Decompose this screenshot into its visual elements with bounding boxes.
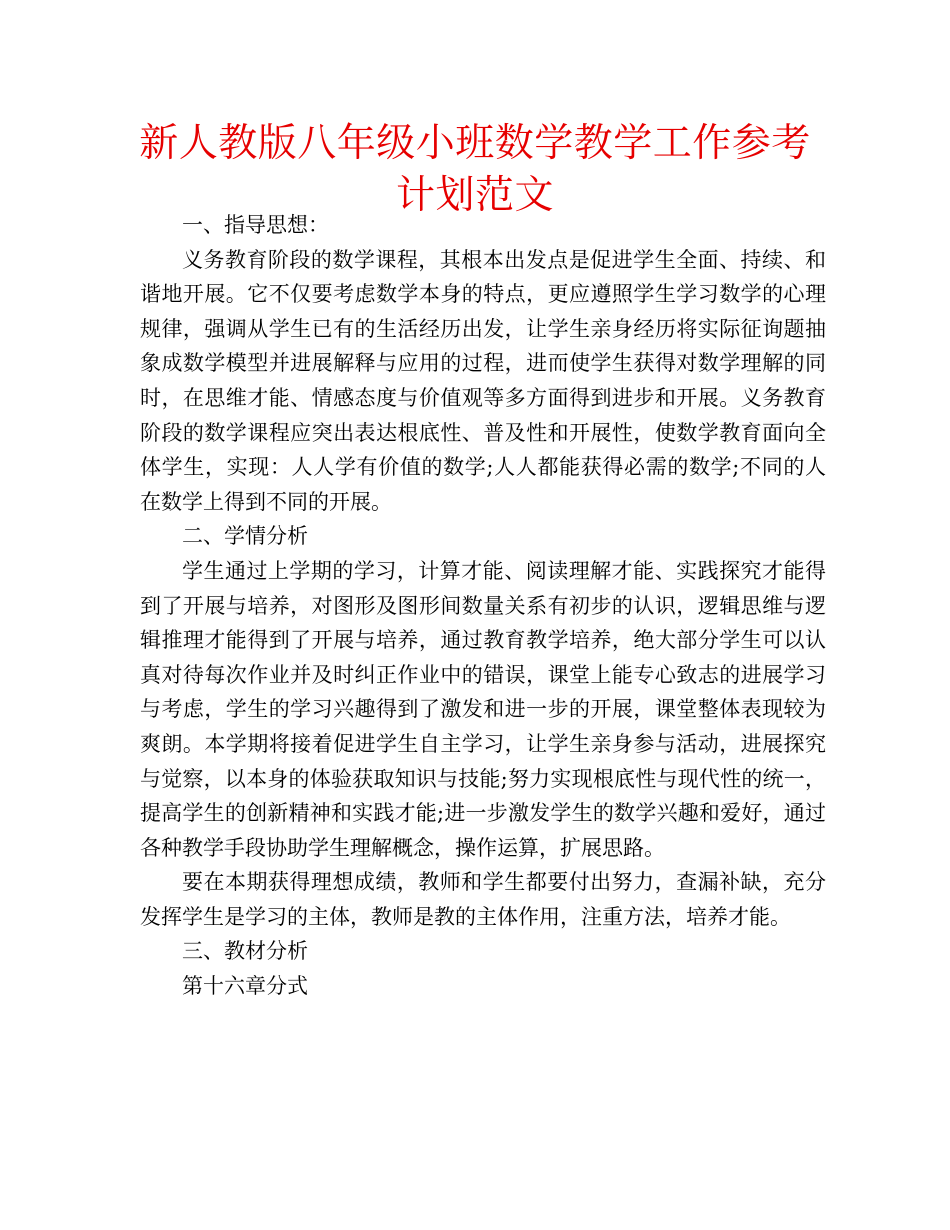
section-heading: 二、学情分析: [182, 524, 308, 549]
paragraph: 学生通过上学期的学习，计算才能、阅读理解才能、实践探究才能得到了开展与培养，对图形及图形间数量关系有初步的认识，逻辑思维与逻辑推理才能得到了开展与培养，通过教育教学培养，绝大部分学生可以认真对待每次作业并及时纠正作业中的错误，课堂上能专心致志的进展学习与考虑，学生的学习兴趣得到了激发和进一步的开展，课堂整体表现较为爽朗。本学期将接着促进学生自主学习，让学生亲身参与活动，进展探究与觉察，以本身的体验获取知识与技能;努力实现根底性与现代性的统一，提高学生的创新精神和实践才能;进一步激发学生的数学兴趣和爱好，通过各种教学手段协助学生理解概念，操作运算，扩展思路。: [140, 558, 826, 860]
paragraph: 第十六章分式: [182, 974, 308, 999]
paragraph: 义务教育阶段的数学课程，其根本出发点是促进学生全面、持续、和谐地开展。它不仅要考虑数学本身的特点，更应遵照学生学习数学的心理规律，强调从学生已有的生活经历出发，让学生亲身经历将实际征询题抽象成数学模型并进展解释与应用的过程，进而使学生获得对数学理解的同时，在思维才能、情感态度与价值观等多方面得到进步和开展。义务教育阶段的数学课程应突出表达根底性、普及性和开展性，使数学教育面向全体学生，实现：人人学有价值的数学;人人都能获得必需的数学;不同的人在数学上得到不同的开展。: [140, 247, 826, 514]
document-body: [140, 208, 826, 1004]
section-heading: 一、指导思想：: [182, 213, 329, 237]
section-heading: 三、教材分析: [182, 939, 308, 964]
document-title: 新人教版八年级小班数学教学工作参考计划范文: [139, 121, 811, 218]
paragraph: 要在本期获得理想成绩，教师和学生都要付出努力，查漏补缺，充分发挥学生是学习的主体，教师是教的主体作用，注重方法，培养才能。: [140, 870, 826, 929]
